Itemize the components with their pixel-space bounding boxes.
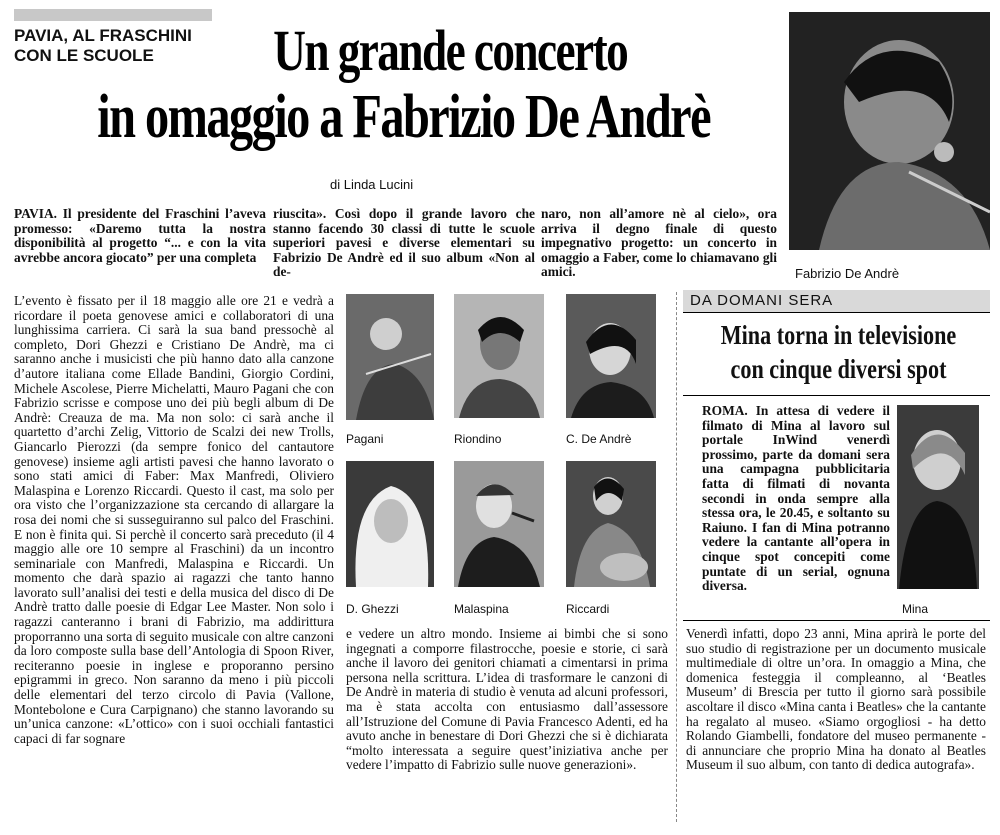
byline: di Linda Lucini: [330, 177, 414, 192]
photo-riccardi: [566, 461, 656, 587]
sidebar-kicker: DA DOMANI SERA: [690, 292, 834, 309]
body-col1: L’evento è fissato per il 18 maggio alle ore 21 e vedrà a ricordare il poeta genovese amici e collaboratori di una lunghissima carriera. Ci sarà la sua band pressochè al completo, Dori Ghezzi e Cristiano De Andrè, ma ci saranno anche i musicisti che più hanno dato alla canzone d’autore italiana come Ellade Bandini, Giorgio Cordini, Michele Ascolese, Pierre Michelatti, Mauro Pagani che con Fabrizio scrisse e compose uno dei più begli album di De Andrè: Creauza de ma. Ma non solo: ci sarà anche il quartetto d’archi Zelig, Vittorio de Scalzi dei new Trolls, Giancarlo Pierozzi (da sempre fonico del cantautore genovese) insieme agli artisti pavesi che hanno lavorato o sono stati amici di Faber: Max Manfredi, Oliviero Malaspina e Lorenzo Riccardi. Questo il cast, ma solo per ora visto che l’organizzazione sta cercando di allargare la rosa dei nomi che si susseguiranno sul palco del Fraschini. E non è finita qui. Si perchè il concerto sarà preceduto (il 4 maggio alle ore 10 sempre al Fraschini) da un incontro seminariale con Manfredi, Malaspina e Riccardi. Un momento che darà spazio ai ragazzi che tanto hanno lavorato sull’analisi dei testi e della musica del disco di De Andrè tratto dalle poesie di Edgar Lee Master. Non solo i ragazzi canteranno i brani di Fabrizio, ma addirittura proporranno una sorta di seguito musicale con altre canzoni da loro composte sulla base dell’Antologia di Spoon River, reciteranno poesie in inglese e proporanno persino epigrammi in greco. Non saranno da meno i più piccoli delle elementari del terzo circolo di Pavia (Vallone, Montebolone e Cura Carpignano) che stanno lavorando su un’unica canzone: «L’ottico» con i suoi occhiali fantastici capaci di far sognare: [14, 293, 334, 746]
kicker-line1: PAVIA, AL FRASCHINI: [14, 26, 192, 45]
sidebar-headline-line1: Mina torna in televisione: [720, 320, 957, 350]
headline: [12, 18, 787, 150]
sidebar-body: Venerdì infatti, dopo 23 anni, Mina aprirà le porte del suo studio di registrazione per un documento musicale multimediale di oltre un’ora. In omaggio a Mina, che domenica festeggia il compleanno, al ‘Beatles Museum’ di Brescia per tutto il giorno sarà possibile ascoltare il disco «Mina canta i Beatles» che la cantante ha regalato al museo. «Siamo orgogliosi - ha detto Rolando Giambelli, fondatore del museo permanente - di annunciare che proprio Mina ha donato al Beatles Museum il suo album, con tanto di dedica autografa».: [686, 626, 986, 773]
headline-line2: in omaggio a Fabrizio De Andrè: [97, 83, 711, 151]
caption-pagani: Pagani: [346, 432, 384, 446]
caption-riccardi: Riccardi: [566, 602, 610, 616]
photo-malaspina: [454, 461, 544, 587]
body-col2: e vedere un altro mondo. Insieme ai bimbi che si sono ingegnati a comporre filastrocche, poesie e storie, ci sarà anche il lavoro dei genitori chiamati a cimentarsi in prima persona nella scrittura. L’idea di trasformare le canzoni di De Andrè in materia di studio è venuta ad alcuni professori, ma è stata accolta con entusiasmo dall’assessore all’Istruzione del Comune di Pavia Francesco Adenti, ed ha avuto anche in benestare di Dori Ghezzi che si è dichiarata “molto interessata a seguire quest’iniziativa anche per vedere l’impatto di Fabrizio sulle nuove generazioni».: [346, 626, 668, 773]
headline-line1: Un grande concerto: [273, 18, 628, 83]
caption-d-ghezzi: D. Ghezzi: [346, 602, 399, 616]
main-photo: [789, 12, 990, 250]
photo-riondino: [454, 294, 544, 418]
lead-col2: riuscita». Così dopo il grande lavoro che stanno facendo 30 classi di tutte le scuole superiori pavesi e diverse elementari su Fabrizio De Andrè ed il suo album «Non al de-: [273, 206, 535, 280]
sidebar-rule: [683, 312, 990, 313]
caption-c-deandre: C. De Andrè: [566, 432, 632, 446]
photo-pagani: [346, 294, 434, 420]
lead-col3: naro, non all’amore nè al cielo», ora arriva il degno finale di questo impegnativo progetto: un concerto in omaggio a Faber, come lo chiamavano gli amici.: [541, 206, 777, 280]
sidebar-rule-2: [683, 395, 990, 396]
kicker-line2: CON LE SCUOLE: [14, 46, 154, 65]
sidebar-divider: [676, 292, 677, 822]
sidebar-headline-line2: con cinque diversi spot: [730, 354, 947, 384]
caption-riondino: Riondino: [454, 432, 502, 446]
caption-malaspina: Malaspina: [454, 602, 509, 616]
lead-col1: PAVIA. Il presidente del Fraschini l’aveva promesso: «Daremo tutta la nostra disponibilità al progetto “... e con la vita avrebbe ancora giocato” per una completa: [14, 206, 266, 265]
main-photo-caption: Fabrizio De Andrè: [795, 266, 900, 281]
photo-d-ghezzi: [346, 461, 434, 587]
sidebar-rule-3: [683, 620, 990, 621]
photo-c-deandre: [566, 294, 656, 418]
sidebar-lead: ROMA. In attesa di vedere il filmato di Mina al lavoro sul portale InWind venerdì prossimo, parte da domani sera una campagna pubblicitaria fatta di filmati di novanta secondi in onda sempre alla stessa ora, le 20.45, e soltanto su Raiuno. I fan di Mina potranno vedere la cantante all’opera in cinque spot concepiti come puntate di un serial, ognuna diversa.: [702, 403, 890, 594]
sidebar-headline: [686, 318, 991, 386]
caption-mina: Mina: [902, 602, 929, 616]
photo-mina: [897, 405, 979, 589]
